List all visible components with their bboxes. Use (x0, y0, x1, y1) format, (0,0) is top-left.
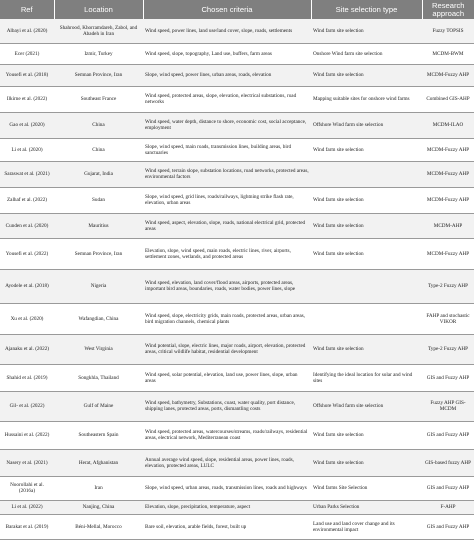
location-cell: Nanjing, China (54, 500, 143, 514)
site-selection-cell (311, 269, 422, 303)
header-location: Location (54, 0, 143, 19)
ref-cell: Albayi et al. (2020) (0, 19, 54, 43)
ref-cell: Barakat et al. (2019) (0, 514, 54, 539)
site-selection-cell: Urban Parks Selection (311, 500, 422, 514)
criteria-cell: Bare soil, elevation, arable fields, forest, built up (143, 514, 311, 539)
site-selection-cell: Offshore Wind farm site selection (311, 391, 422, 421)
approach-cell: F-AHP (422, 500, 474, 514)
approach-cell: GIS and Fuzzy AHP (422, 421, 474, 449)
site-selection-cell: Wind farm site selection (311, 187, 422, 213)
criteria-cell: Wind speed, water depth, distance to shore, economic cost, social acceptance, employment (143, 112, 311, 138)
location-cell: Shahrood, Khorramdareh, Zabol, and Abadeh in Iran (54, 19, 143, 43)
ref-cell: Yousefi et al. (2018) (0, 64, 54, 86)
ref-cell: Ecer (2021) (0, 43, 54, 64)
location-cell: Semnan Province, Iran (54, 238, 143, 269)
table-row (0, 187, 474, 213)
table-row (0, 112, 474, 138)
site-selection-cell: Wind farms Site Selection (311, 476, 422, 500)
location-cell: Béni-Mellal, Morocco (54, 514, 143, 539)
criteria-cell: Wind speed, solar potential, elevation, land use, power lines, slope, urban areas (143, 364, 311, 391)
header-site-selection-type: Site selection type (311, 0, 422, 19)
approach-cell: GIS and Fuzzy AHP (422, 514, 474, 539)
approach-cell: MCDM-AHP (422, 213, 474, 238)
table-row (0, 500, 474, 514)
ref-cell: Hussaini et al. (2022) (0, 421, 54, 449)
ref-cell: Ayodele et al. (2018) (0, 269, 54, 303)
location-cell: China (54, 112, 143, 138)
table-row (0, 334, 474, 364)
site-selection-cell: Wind farm site selection (311, 19, 422, 43)
table-row (0, 391, 474, 421)
table-row (0, 303, 474, 334)
location-cell: Southeast France (54, 86, 143, 112)
site-selection-cell: Wind farm site selection (311, 64, 422, 86)
site-selection-cell: Wind farm site selection (311, 449, 422, 476)
criteria-cell: Wind speed, slope, electricity grids, main roads, protected areas, urban areas, bird migration channels, chemical plants (143, 303, 311, 334)
approach-cell: MCDM-BWM (422, 43, 474, 64)
ref-cell: Noorollahi et al. (2016a) (0, 476, 54, 500)
approach-cell: MCDM-Fuzzy AHP (422, 238, 474, 269)
location-cell: China (54, 138, 143, 161)
approach-cell: GIS-based fuzzy AHP (422, 449, 474, 476)
table-row (0, 364, 474, 391)
criteria-cell: Wind speed, protected areas, slope, elevation, electrical substations, road networks (143, 86, 311, 112)
criteria-cell: Wind speed, power lines, land use/land cover, slope, roads, settlements (143, 19, 311, 43)
approach-cell: FAHP and stochastic VIKOR (422, 303, 474, 334)
ref-cell: Gil- et al. (2022) (0, 391, 54, 421)
site-selection-cell: Identifying the ideal location for solar and wind sites (311, 364, 422, 391)
ref-cell: Nasery et al. (2021) (0, 449, 54, 476)
table-header-row (0, 0, 474, 19)
ref-cell: Gao et al. (2020) (0, 112, 54, 138)
table-row (0, 421, 474, 449)
site-selection-cell: Wind farm site selection (311, 334, 422, 364)
ref-cell: Li et al. (2022) (0, 500, 54, 514)
criteria-cell: Wind potential, slope, electric lines, major roads, airport, elevation, protected areas, critical wildlife habitat, residential development (143, 334, 311, 364)
location-cell: Semnan Province, Iran (54, 64, 143, 86)
location-cell: Herat, Afghanistan (54, 449, 143, 476)
ref-cell: Saraswat et al. (2021) (0, 161, 54, 187)
approach-cell: MCDM-Fuzzy AHP (422, 64, 474, 86)
site-selection-cell: Offshore Wind farm site selection (311, 112, 422, 138)
ref-cell: Yousefi et al. (2022) (0, 238, 54, 269)
site-selection-cell: Wind farm site selection (311, 138, 422, 161)
header-chosen-criteria: Chosen criteria (143, 0, 311, 19)
location-cell: Gulf of Maine (54, 391, 143, 421)
header-ref: Ref (0, 0, 54, 19)
table-row (0, 514, 474, 539)
site-selection-cell: Wind farm site selection (311, 238, 422, 269)
ref-cell: Ilkirne et al. (2022) (0, 86, 54, 112)
approach-cell: MCDM-Fuzzy AHP (422, 161, 474, 187)
criteria-cell: Elevation, slope, precipitation, temperature, aspect (143, 500, 311, 514)
approach-cell: Type-2 Fuzzy AHP (422, 334, 474, 364)
approach-cell: Combined GIS-AHP (422, 86, 474, 112)
ref-cell: Cunden et al. (2020) (0, 213, 54, 238)
location-cell: Iran (54, 476, 143, 500)
location-cell: Sudan (54, 187, 143, 213)
criteria-cell: Wind speed, protected areas, watercourses/streams, roads/railways, residential areas, electrical network, Mediterranean coast (143, 421, 311, 449)
table-row (0, 138, 474, 161)
site-selection-cell: Land use and land cover change and its environmental impact (311, 514, 422, 539)
approach-cell: Fuzzy AHP GIS-MCDM (422, 391, 474, 421)
criteria-cell: Wind speed, terrain slope, substation locations, road networks, protected areas, environmental factors (143, 161, 311, 187)
location-cell: Izmir, Turkey (54, 43, 143, 64)
table-row (0, 64, 474, 86)
site-selection-cell: Mapping suitable sites for onshore wind farms (311, 86, 422, 112)
table-row (0, 43, 474, 64)
table-row (0, 213, 474, 238)
ref-cell: Ajanaku et al. (2022) (0, 334, 54, 364)
location-cell: Southeastern Spain (54, 421, 143, 449)
header-research-approach: Research approach (422, 0, 474, 19)
approach-cell: GIS and Fuzzy AHP (422, 364, 474, 391)
criteria-cell: Annual average wind speed, slope, residential areas, power lines, roads, elevation, protected areas, LULC (143, 449, 311, 476)
criteria-cell: Wind speed, aspect, elevation, slope, roads, national electrical grid, protected areas (143, 213, 311, 238)
table-row (0, 476, 474, 500)
ref-cell: Shahid et al. (2019) (0, 364, 54, 391)
table-body (0, 19, 474, 539)
criteria-cell: Slope, wind speed, power lines, urban areas, roads, elevation (143, 64, 311, 86)
site-selection-cell: Wind farm site selection (311, 421, 422, 449)
criteria-cell: Wind speed, bathymetry, Substations, coast, water quality, port distance, shipping lanes, protected areas, ports, dismantling costs (143, 391, 311, 421)
table-row (0, 269, 474, 303)
criteria-cell: Slope, wind speed, urban areas, roads, transmission lines, roads and highways (143, 476, 311, 500)
table-row (0, 86, 474, 112)
ref-cell: Xu et al. (2020) (0, 303, 54, 334)
approach-cell: MCDM-ILAO (422, 112, 474, 138)
criteria-cell: Slope, wind speed, main roads, transmission lines, building areas, bird sanctuaries (143, 138, 311, 161)
approach-cell: Fuzzy TOPSIS (422, 19, 474, 43)
ref-cell: Li et al. (2020) (0, 138, 54, 161)
location-cell: Songkhla, Thailand (54, 364, 143, 391)
table-row (0, 449, 474, 476)
approach-cell: MCDM-Fuzzy AHP (422, 187, 474, 213)
location-cell: Gujarat, India (54, 161, 143, 187)
location-cell: Wafangdian, China (54, 303, 143, 334)
approach-cell: GIS and Fuzzy AHP (422, 476, 474, 500)
location-cell: West Virginia (54, 334, 143, 364)
site-selection-cell (311, 161, 422, 187)
approach-cell: MCDM-Fuzzy AHP (422, 138, 474, 161)
criteria-cell: Elevation, slope, wind speed, main roads, electric lines, river, airports, settlement zones, wetlands, and protected areas (143, 238, 311, 269)
location-cell: Nigeria (54, 269, 143, 303)
table-row (0, 161, 474, 187)
table-row (0, 238, 474, 269)
criteria-cell: Wind speed, slope, topography, Land use, buffers, farm areas (143, 43, 311, 64)
criteria-cell: Slope, wind speed, grid lines, roads/railways, lightning strike flash rate, elevation, urban areas (143, 187, 311, 213)
site-selection-cell: Onshore Wind farm site selection (311, 43, 422, 64)
ref-cell: Zalhaf et al. (2022) (0, 187, 54, 213)
criteria-cell: Wind speed, elevation, land cover/flood areas, airports, protected areas, important bird areas, boundaries, roads, water bodies, power lines, slope (143, 269, 311, 303)
site-selection-cell (311, 303, 422, 334)
site-selection-cell: Wind farm site selection (311, 213, 422, 238)
approach-cell: Type-2 Fuzzy AHP (422, 269, 474, 303)
location-cell: Mauritius (54, 213, 143, 238)
table-row (0, 19, 474, 43)
